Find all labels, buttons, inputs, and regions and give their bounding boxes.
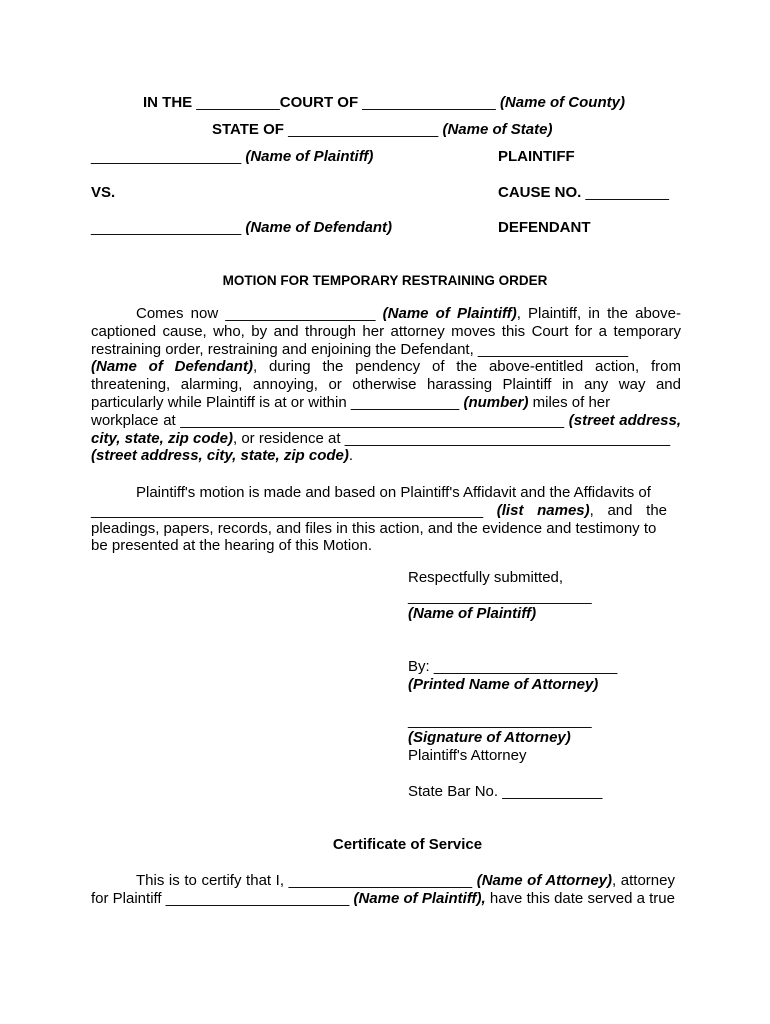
plaintiff-hint: (Name of Plaintiff) bbox=[382, 305, 517, 322]
address-hint: city, state, zip code) bbox=[91, 429, 233, 447]
defendant-caption bbox=[91, 219, 392, 237]
paragraph-line: captioned cause, who, by and through her attorney moves this Court for a temporary bbox=[91, 322, 681, 340]
address-hint: (street address, city, state, zip code) bbox=[91, 447, 349, 465]
plaintiff-name-blank[interactable]: __________________ bbox=[91, 148, 242, 165]
text-span: , and the bbox=[589, 501, 667, 519]
bar-number-blank[interactable]: ____________ bbox=[502, 783, 603, 800]
cause-label: CAUSE NO. bbox=[498, 184, 586, 201]
court-name-blank[interactable]: __________ bbox=[196, 94, 280, 111]
paragraph-line bbox=[91, 430, 681, 448]
state-line bbox=[212, 121, 552, 139]
printed-attorney-hint: (Printed Name of Attorney) bbox=[408, 676, 599, 693]
paragraph-line: restraining order, restraining and enjoining the Defendant, __________________ bbox=[91, 340, 629, 358]
in-the-label: IN THE bbox=[143, 94, 197, 111]
attorney-name-blank[interactable]: ______________________ bbox=[433, 658, 618, 675]
plaintiff-role: PLAINTIFF bbox=[498, 148, 575, 165]
county-blank[interactable]: ________________ bbox=[362, 94, 496, 111]
paragraph-line bbox=[91, 447, 681, 465]
state-of-label: STATE OF bbox=[212, 121, 289, 138]
residence-blank[interactable]: , or residence at _______________________________________ bbox=[232, 429, 671, 447]
text-span: particularly while Plaintiff is at or within _____________ bbox=[91, 393, 464, 411]
attorney-signature-line[interactable]: ______________________ bbox=[408, 712, 592, 729]
vs-label: VS. bbox=[91, 184, 116, 201]
motion-paragraph bbox=[91, 305, 681, 465]
defendant-hint: (Name of Defendant) bbox=[245, 219, 393, 236]
paragraph-line bbox=[91, 872, 675, 890]
plaintiff-hint: (Name of Plaintiff) bbox=[245, 148, 374, 165]
text-span: have this date served a true bbox=[485, 889, 675, 907]
attorney-signature-hint: (Signature of Attorney) bbox=[408, 729, 571, 746]
cause-number-blank[interactable]: __________ bbox=[585, 184, 669, 201]
plaintiff-signature-hint: (Name of Plaintiff) bbox=[408, 605, 537, 622]
county-hint: (Name of County) bbox=[499, 94, 625, 111]
certificate-title: Certificate of Service bbox=[332, 836, 483, 853]
paragraph-line: threatening, alarming, annoying, or otherwise harassing Plaintiff in any way and bbox=[91, 376, 681, 394]
state-bar-number bbox=[408, 783, 602, 801]
attorney-role: Plaintiff's Attorney bbox=[408, 747, 527, 764]
plaintiff-blank[interactable]: __________________ bbox=[225, 305, 383, 322]
by-line bbox=[408, 658, 617, 676]
plaintiff-blank[interactable]: for Plaintiff ______________________ bbox=[91, 889, 354, 907]
attorney-hint: (Name of Attorney) bbox=[476, 872, 613, 889]
plaintiff-signature-line[interactable]: ______________________ bbox=[408, 588, 592, 605]
paragraph-line bbox=[91, 358, 681, 376]
text-span: Comes now bbox=[136, 305, 226, 322]
workplace-blank[interactable]: workplace at ______________________________________________ bbox=[91, 411, 569, 429]
bar-label: State Bar No. bbox=[408, 783, 503, 800]
affiants-blank[interactable]: _______________________________________________ bbox=[91, 501, 497, 519]
attorney-blank[interactable]: This is to certify that I, ______________________ bbox=[136, 872, 477, 889]
respectfully-submitted: Respectfully submitted, bbox=[408, 569, 564, 586]
list-names-hint: (list names) bbox=[496, 501, 590, 519]
state-hint: (Name of State) bbox=[442, 121, 553, 138]
paragraph-line bbox=[91, 890, 675, 908]
address-hint: (street address, bbox=[568, 411, 681, 429]
text-span: miles of her bbox=[528, 393, 611, 411]
by-label: By: bbox=[408, 658, 434, 675]
paragraph-line bbox=[91, 305, 681, 323]
text-span: , during the pendency of the above-entitled action, from bbox=[252, 358, 681, 376]
cause-number bbox=[498, 184, 669, 202]
state-blank[interactable]: __________________ bbox=[288, 121, 439, 138]
paragraph-line bbox=[91, 502, 667, 520]
paragraph-line: pleadings, papers, records, and files in this action, and the evidence and testimony to bbox=[91, 519, 657, 537]
plaintiff-caption bbox=[91, 148, 373, 166]
court-line bbox=[143, 94, 625, 112]
paragraph-line: be presented at the hearing of this Motion. bbox=[91, 537, 373, 555]
text-span: , attorney bbox=[612, 872, 675, 889]
text-span: . bbox=[348, 447, 354, 465]
basis-paragraph bbox=[91, 484, 667, 555]
motion-title: MOTION FOR TEMPORARY RESTRAINING ORDER bbox=[222, 273, 548, 288]
paragraph-line bbox=[91, 412, 681, 430]
number-hint: (number) bbox=[463, 393, 529, 411]
paragraph-line bbox=[91, 394, 681, 412]
text-span: , Plaintiff, in the above- bbox=[516, 305, 681, 322]
defendant-name-blank[interactable]: __________________ bbox=[91, 219, 242, 236]
paragraph-line: Plaintiff's motion is made and based on Plaintiff's Affidavit and the Affidavits of bbox=[136, 484, 651, 501]
defendant-role: DEFENDANT bbox=[498, 219, 591, 236]
defendant-hint: (Name of Defendant) bbox=[91, 358, 253, 376]
court-of-label: COURT OF bbox=[279, 94, 363, 111]
plaintiff-hint: (Name of Plaintiff), bbox=[353, 889, 486, 907]
certificate-paragraph bbox=[91, 872, 675, 908]
